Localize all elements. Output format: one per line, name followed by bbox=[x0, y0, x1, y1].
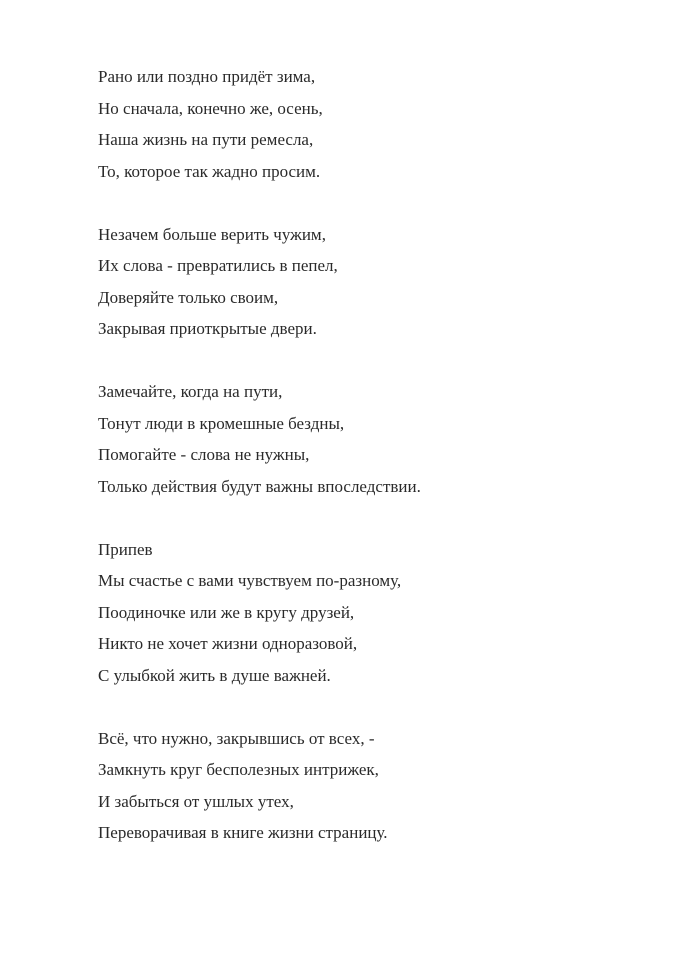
poem-line: Рано или поздно придёт зима, bbox=[98, 67, 316, 86]
poem-line: И забыться от ушлых утех, bbox=[98, 791, 294, 811]
stanza-1 bbox=[98, 61, 638, 187]
poem-line: Тонут люди в кромешные бездны, bbox=[98, 413, 345, 433]
stanza-3 bbox=[98, 376, 638, 502]
poem-line: Наша жизнь на пути ремесла, bbox=[98, 130, 314, 149]
poem-line: Замечайте, когда на пути, bbox=[98, 382, 283, 401]
stanza-2 bbox=[98, 219, 638, 345]
poem-line: Доверяйте только своим, bbox=[98, 287, 279, 307]
poem-line: Помогайте - слова не нужны, bbox=[98, 445, 310, 464]
poem-line: Закрывая приоткрытые двери. bbox=[98, 319, 317, 338]
poem-line: Никто не хочет жизни одноразовой, bbox=[98, 634, 358, 653]
poem-line: Переворачивая в книге жизни страницу. bbox=[98, 823, 388, 842]
chorus-heading: Припев bbox=[98, 539, 153, 559]
poem-line: Но сначала, конечно же, осень, bbox=[98, 98, 323, 118]
poem-line: То, которое так жадно просим. bbox=[98, 161, 321, 181]
poem-line: С улыбкой жить в душе важней. bbox=[98, 665, 331, 685]
poem-text bbox=[98, 61, 638, 880]
poem-line: Мы счастье с вами чувствуем по-разному, bbox=[98, 571, 402, 590]
poem-line: Всё, что нужно, закрывшись от всех, - bbox=[98, 728, 375, 748]
poem-line: Их слова - превратились в пепел, bbox=[98, 256, 338, 275]
chorus-stanza bbox=[98, 534, 638, 692]
poem-line: Замкнуть круг бесполезных интрижек, bbox=[98, 760, 379, 779]
poem-line: Только действия будут важны впоследствии. bbox=[98, 476, 421, 496]
poem-line: Незачем больше верить чужим, bbox=[98, 224, 326, 244]
poem-line: Поодиночке или же в кругу друзей, bbox=[98, 602, 355, 622]
stanza-5 bbox=[98, 723, 638, 849]
